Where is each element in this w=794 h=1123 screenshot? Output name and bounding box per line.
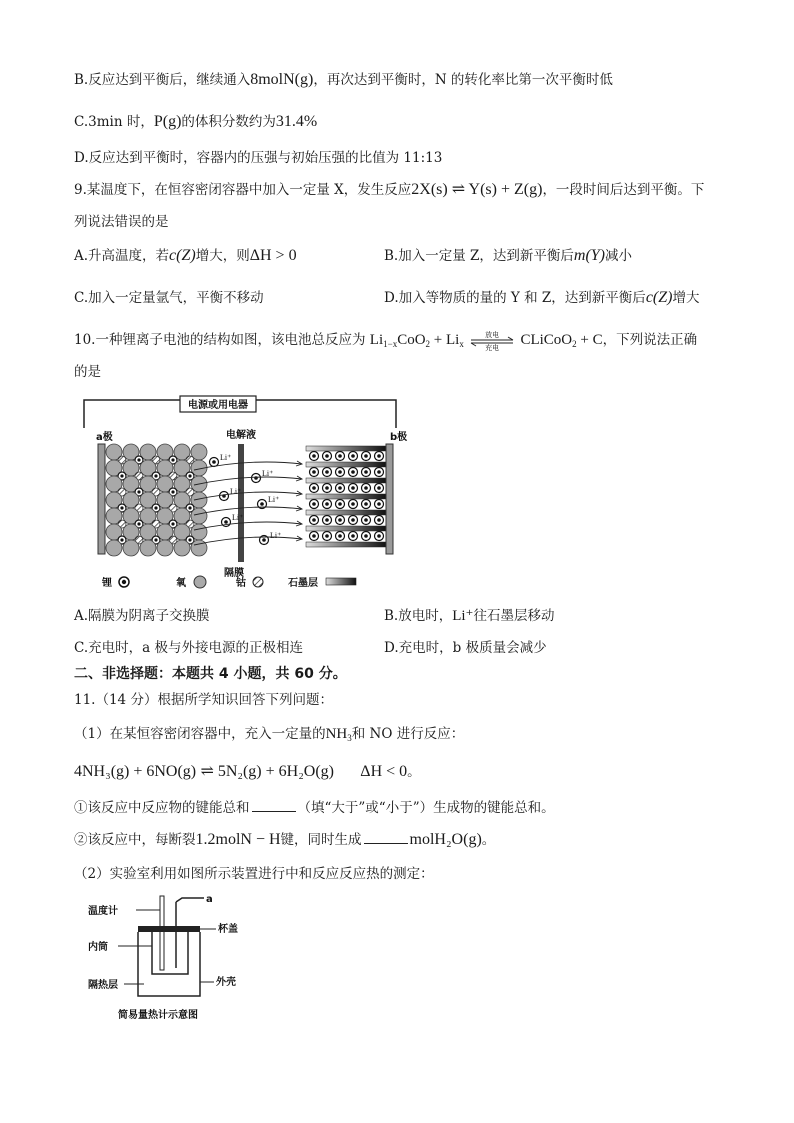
answer-blank-2[interactable] <box>364 831 408 844</box>
q8-option-c: C.3min 时，P(g)的体积分数约为31.4% <box>74 113 318 130</box>
ion-arrow <box>194 507 302 515</box>
a-electrode-label: a极 <box>96 432 113 443</box>
q10-stem-cont: 的是 <box>74 364 101 380</box>
li-ion-label: Li⁺ <box>262 469 274 478</box>
oxygen-atom <box>123 540 139 556</box>
li-ions <box>194 453 302 545</box>
legend-co-label: 钴 <box>236 578 246 589</box>
q10-option-d: D.充电时，b 极质量会减少 <box>384 640 547 656</box>
inner-cup-label: 内筒 <box>88 942 108 953</box>
power-source-label: 电源或用电器 <box>188 400 248 411</box>
insulation-label: 隔热层 <box>88 980 118 991</box>
graphite-layer <box>306 494 386 499</box>
answer-blank-1[interactable] <box>252 799 296 812</box>
q9-stem: 9.某温度下，在恒容密闭容器中加入一定量 X，发生反应2X(s) ⇌ Y(s) + Z(g)，一段时间后达到平衡。下 <box>74 181 705 198</box>
ion-arrow <box>194 537 302 545</box>
oxygen-atom <box>174 540 190 556</box>
graphite-layer <box>306 526 386 531</box>
q11-part2: （2）实验室利用如图所示装置进行中和反应反应热的测定： <box>74 866 434 882</box>
outer-shell <box>138 932 200 996</box>
li-ion-label: Li⁺ <box>268 495 280 504</box>
calorimeter-caption: 简易量热计示意图 <box>118 1010 198 1021</box>
cathode-lattice <box>106 444 207 556</box>
q11-stem: 11.（14 分）根据所学知识回答下列问题： <box>74 692 333 708</box>
shell-label: 外壳 <box>216 977 236 988</box>
stirrer-label: a <box>206 894 213 905</box>
legend-o-label: 氧 <box>176 578 186 589</box>
membrane-label: 隔膜 <box>224 568 244 579</box>
q10-stem: 10.一种锂离子电池的结构如图，该电池总反应为 $Li_{1-x}CoO_2 + Li_x$ 放电 充电 CLiCoO$_2$ + C，下列说法正确 <box>74 330 698 352</box>
thermometer <box>160 896 164 970</box>
graphite-layer <box>306 462 386 467</box>
membrane <box>238 444 244 562</box>
q8-option-d: D.反应达到平衡时，容器内的压强与初始压强的比值为 11:13 <box>74 150 443 166</box>
thermometer-label: 温度计 <box>88 906 118 917</box>
legend-co-icon <box>253 577 263 587</box>
a-electrode-plate <box>98 444 105 554</box>
li-ion-label: Li⁺ <box>270 531 282 540</box>
legend-o-icon <box>194 576 206 588</box>
q9-option-d: D.加入等物质的量的 Y 和 Z，达到新平衡后c(Z)增大 <box>384 289 700 306</box>
graphite-layer <box>306 542 386 547</box>
section-2-heading: 二、非选择题：本题共 4 小题，共 60 分。 <box>74 666 347 682</box>
q10-option-c: C.充电时，a 极与外接电源的正极相连 <box>74 640 303 656</box>
ion-arrow <box>194 522 302 530</box>
oxygen-atom <box>140 540 156 556</box>
oxygen-atom <box>106 540 122 556</box>
q11-sub1: ①该反应中反应物的键能总和 （填“大于”或“小于”）生成物的键能总和。 <box>74 800 555 816</box>
oxygen-atom <box>157 540 173 556</box>
electrolyte-label: 电解液 <box>226 430 256 441</box>
li-ion-label: Li⁺ <box>230 487 242 496</box>
q11-sub2: ②该反应中，每断裂1.2molN − H键，同时生成 molH₂O(g)。 <box>74 831 496 848</box>
lid <box>138 926 200 932</box>
q9-option-b: B.加入一定量 Z，达到新平衡后m(Y)减小 <box>384 247 632 264</box>
q9-stem-cont: 列说法错误的是 <box>74 214 169 230</box>
q9-option-c: C.加入一定量氩气，平衡不移动 <box>74 290 264 306</box>
ion-arrow <box>194 492 302 500</box>
battery-figure <box>74 392 414 590</box>
li-ion-label: Li⁺ <box>232 513 244 522</box>
q11-equation: 4NH₃(g) + 6NO(g) ⇌ 5N₂(g) + 6H₂O(g) ΔH < 0。 <box>74 763 421 780</box>
q9-option-a: A.升高温度，若c(Z)增大，则ΔH > 0 <box>74 247 297 264</box>
b-electrode-label: b极 <box>390 432 408 443</box>
legend-graphite-icon <box>326 578 356 585</box>
b-electrode-plate <box>386 444 393 554</box>
q10-option-b: B.放电时，Li⁺往石墨层移动 <box>384 608 555 624</box>
graphite-layer <box>306 446 386 451</box>
lid-label: 杯盖 <box>218 924 238 935</box>
q8-option-b: B.反应达到平衡后，继续通入8molN(g)，再次达到平衡时，N 的转化率比第一次平衡时低 <box>74 71 613 88</box>
ion-arrow <box>194 477 302 485</box>
graphite-layer <box>306 510 386 515</box>
graphite-layer <box>306 478 386 483</box>
calorimeter-figure <box>84 892 254 1024</box>
legend-li-label: 锂 <box>102 578 112 589</box>
q10-option-a: A.隔膜为阴离子交换膜 <box>74 608 210 624</box>
li-ion-label: Li⁺ <box>220 453 232 462</box>
graphite-layers <box>306 446 386 547</box>
charge-discharge-arrow: 放电 充电 <box>468 331 516 351</box>
inner-cup <box>152 932 188 974</box>
legend-graphite-label: 石墨层 <box>288 578 318 589</box>
q11-part1: （1）在某恒容密闭容器中，充入一定量的$NH_3$和 NO 进行反应： <box>74 726 465 743</box>
